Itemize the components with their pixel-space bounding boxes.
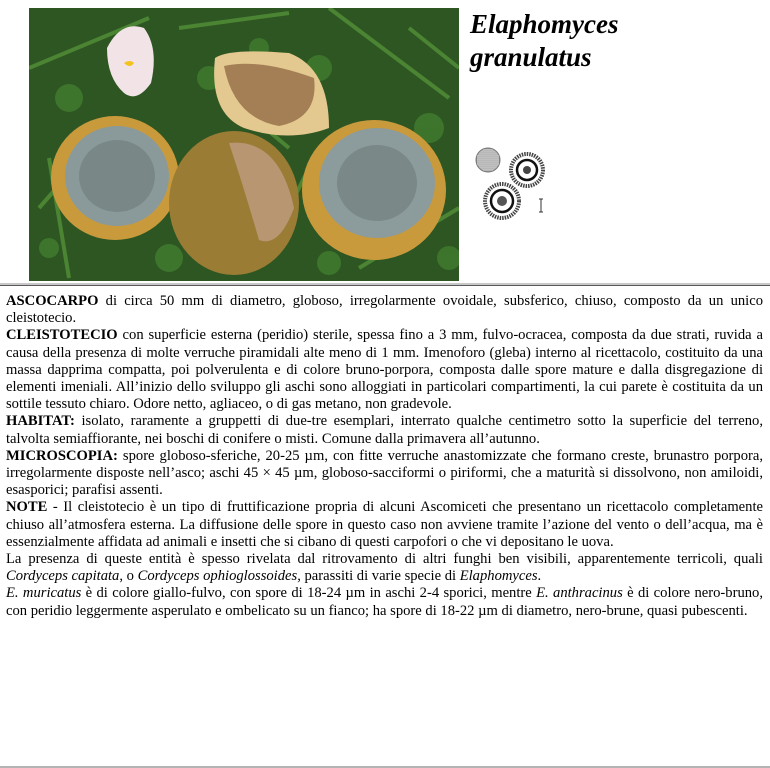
title-genus: Elaphomyces xyxy=(470,9,619,39)
text-presenza-3: , parassiti di varie specie di xyxy=(297,568,460,585)
label-microscopia: MICROSCOPIA: xyxy=(6,447,118,464)
horizontal-divider xyxy=(0,282,770,287)
spores-illustration xyxy=(472,142,562,232)
label-ascocarpo: ASCOCARPO xyxy=(6,293,99,309)
species-title xyxy=(470,8,619,74)
text-ascocarpo: di circa 50 mm di diametro, globoso, irregolarmente ovoidale, subsferico, chiuso, composto da un unico cleistotecio. xyxy=(6,293,763,327)
title-species: granulatus xyxy=(470,42,592,72)
section-note xyxy=(6,499,763,551)
section-ascocarpo xyxy=(6,293,763,327)
section-confronto xyxy=(6,585,763,619)
species-e-muricatus: E. muricatus xyxy=(6,585,82,602)
text-presenza-4: . xyxy=(537,568,542,585)
label-note: NOTE xyxy=(6,499,48,516)
spores-icon xyxy=(472,142,562,232)
text-confronto-1: è di colore giallo-fulvo, con spore di 18-24 µm in aschi 2-4 sporici, mentre xyxy=(81,585,537,602)
label-cleistotecio: CLEISTOTECIO xyxy=(6,327,118,344)
photo-graphic xyxy=(29,8,459,281)
text-presenza-1: La presenza di queste entità è spesso rivelata dal ritrovamento di altri funghi ben visibili, apparentemente terricoli, quali xyxy=(6,551,763,568)
section-cleistotecio xyxy=(6,327,763,413)
species-e-anthracinus: E. anthracinus xyxy=(536,585,623,602)
text-presenza-2: , o xyxy=(119,568,138,585)
text-microscopia: spore globoso-sferiche, 20-25 µm, con fitte verruche anastomizzate che formano creste, brunastro porpora, irregolarmente disposte nell’asco; aschi 45 × 45 µm, globoso-sacciformi o piriformi, che a maturità si dissolvono, non amiloidi, esasporici; parafisi assenti. xyxy=(6,447,763,499)
specimen-photo xyxy=(29,8,459,281)
text-confronto-2: è di colore nero-bruno, con peridio leggermente asperulato e ombelicato su un fianco; ha spore di 18-22 µm di diametro, nero-brune, quasi pubescenti. xyxy=(6,585,763,619)
description-body xyxy=(6,293,763,620)
species-cordyceps-capitata: Cordyceps capitata xyxy=(6,568,120,585)
section-presenza xyxy=(6,551,763,585)
section-habitat xyxy=(6,413,763,447)
text-cleistotecio: con superficie esterna (peridio) sterile, spessa fino a 3 mm, fulvo-ocracea, composta da due strati, ruvida a causa della presenza di molte verruche piramidali alte meno di 1 mm. Imenoforo (gleba) interno al ricettacolo, costituito da una massa dapprima compatta, poi polverulenta e di colore bruno-porpora, composta dalle spore mature e dalla disgregazione di elementi imeniali. All’inizio dello sviluppo gli aschi sono alloggiati in particolari compartimenti, la cui parete è costituita da un sottile tessuto chiaro. Odore netto, agliaceo, o di gas metano, non gradevole. xyxy=(6,327,763,413)
text-note: - Il cleistotecio è un tipo di fruttificazione propria di alcuni Ascomiceti che presentano un ricettacolo completamente chiuso all’atmosfera esterna. La diffusione delle spore in questo caso non avviene tramite l’azione del vento o dell’acqua, ma è essenzialmente affidata ad animali e insetti che si cibano di questi carpofori o che vi depositano le uova. xyxy=(6,499,763,550)
section-microscopia xyxy=(6,448,763,500)
genus-elaphomyces: Elaphomyces xyxy=(459,568,538,585)
label-habitat: HABITAT: xyxy=(6,413,75,430)
text-habitat: isolato, raramente a gruppetti di due-tre esemplari, interrato qualche centimetro sotto la superficie del terreno, talvolta semiaffiorante, nei boschi di conifere o misti. Comune dalla primavera all’autunno. xyxy=(6,413,763,447)
species-cordyceps-ophioglossoides: Cordyceps ophioglossoides xyxy=(137,568,298,585)
